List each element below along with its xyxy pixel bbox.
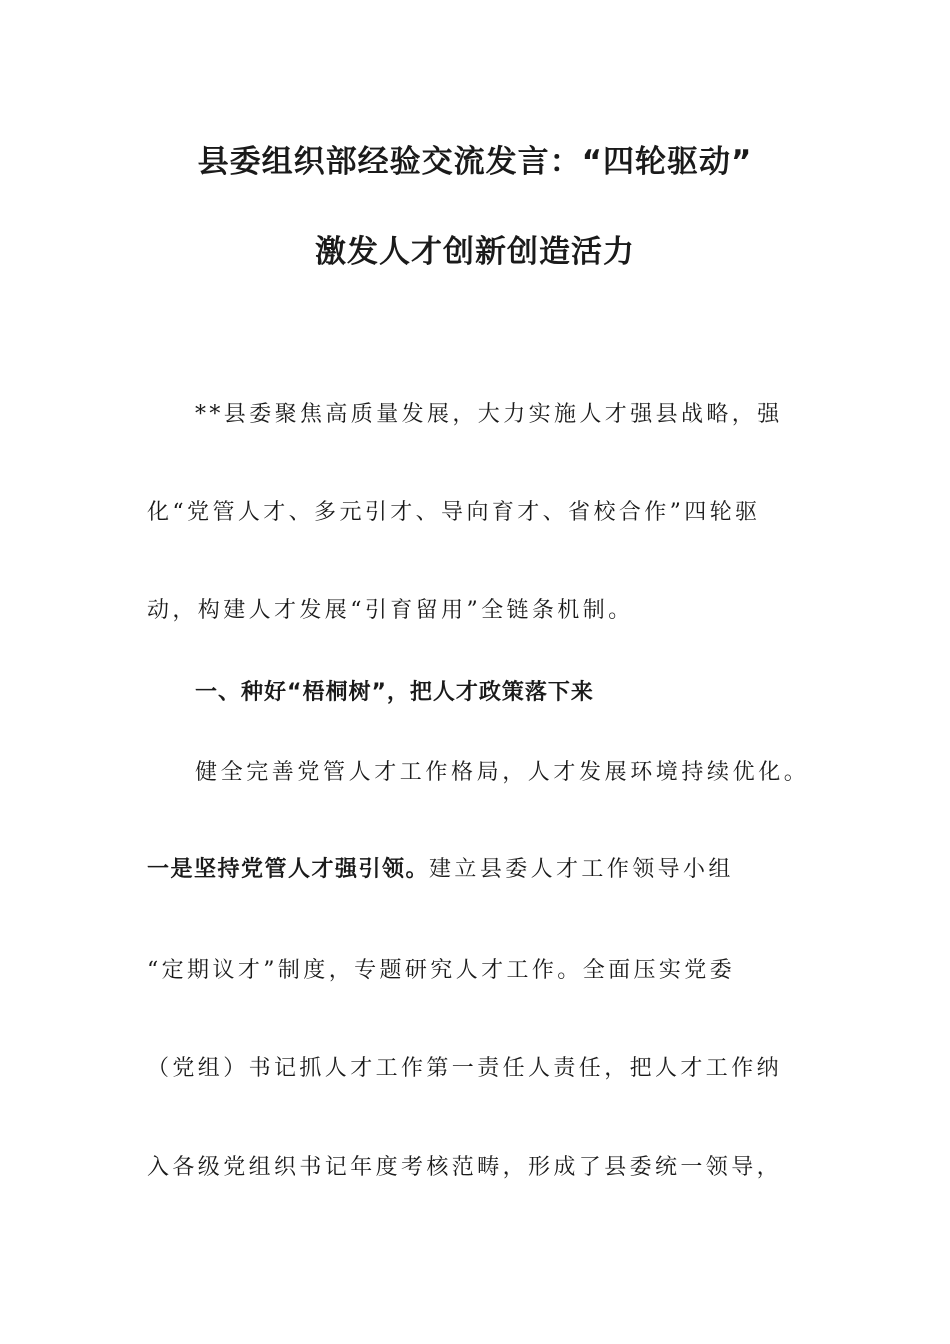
paragraph-line: 动，构建人才发展“引育留用”全链条机制。 bbox=[147, 598, 634, 623]
paragraph-text: 建立县委人才工作领导小组 bbox=[429, 857, 734, 882]
paragraph-line-with-lead bbox=[147, 852, 807, 883]
paragraph-line: “定期议才”制度，专题研究人才工作。全面压实党委 bbox=[147, 958, 736, 983]
paragraph-line: 健全完善党管人才工作格局，人才发展环境持续优化。 bbox=[195, 760, 810, 785]
paragraph-line: 化“党管人才、多元引才、导向育才、省校合作”四轮驱 bbox=[147, 500, 761, 525]
bold-lead-phrase: 一是坚持党管人才强引领。 bbox=[147, 857, 430, 882]
document-title-line-2: 激发人才创新创造活力 bbox=[315, 234, 635, 270]
paragraph-line: 入各级党组织书记年度考核范畴，形成了县委统一领导， bbox=[147, 1155, 783, 1180]
paragraph-line: **县委聚焦高质量发展，大力实施人才强县战略，强 bbox=[195, 402, 783, 427]
section-heading: 一、种好“梧桐树”，把人才政策落下来 bbox=[195, 680, 594, 705]
paragraph-line: （党组）书记抓人才工作第一责任人责任，把人才工作纳 bbox=[147, 1056, 783, 1081]
document-title-line-1: 县委组织部经验交流发言：“四轮驱动” bbox=[197, 144, 753, 180]
